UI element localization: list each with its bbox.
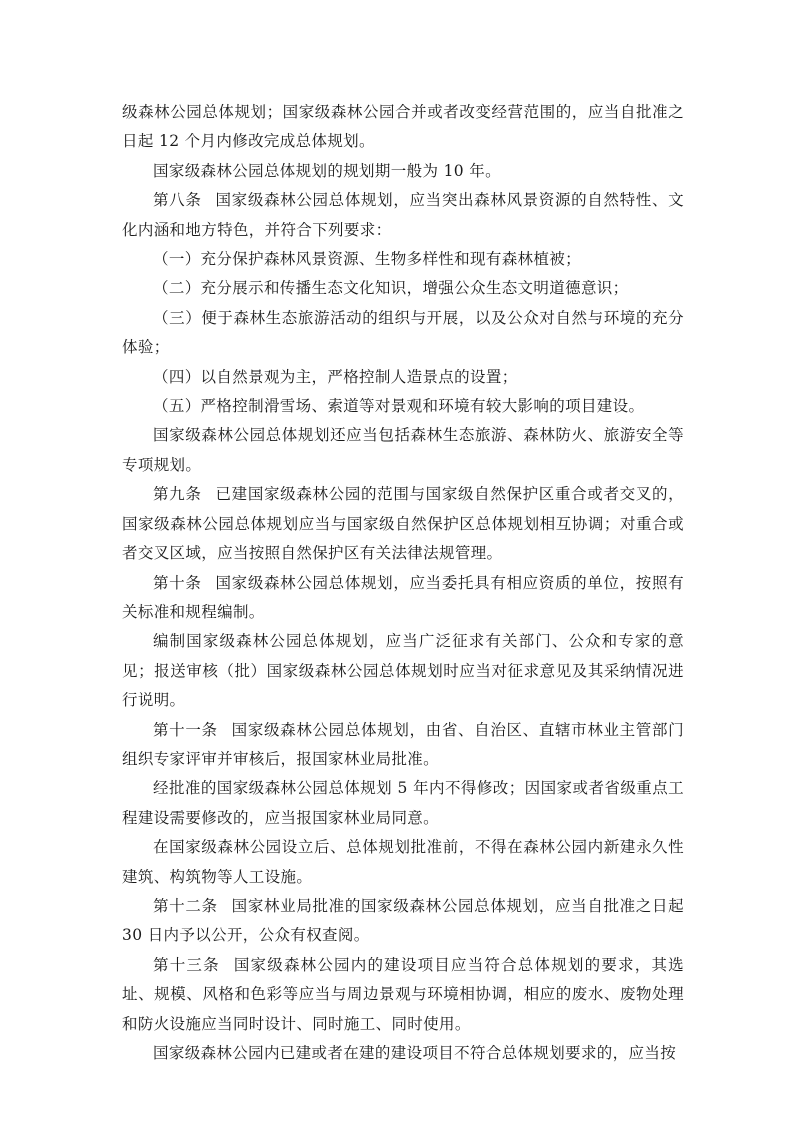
article-paragraph bbox=[122, 186, 684, 245]
article-text: 国家级森林公园总体规划，应当突出森林风景资源的自然特性、文化内涵和地方特色，并符合下列要求： bbox=[122, 191, 684, 239]
body-paragraph: 国家级森林公园总体规划还应当包括森林生态旅游、森林防火、旅游安全等专项规划。 bbox=[122, 426, 684, 474]
document-page bbox=[122, 98, 684, 1068]
body-paragraph: 国家级森林公园总体规划的规划期一般为 10 年。 bbox=[153, 161, 501, 180]
article-text: 已建国家级森林公园的范围与国家级自然保护区重合或者交叉的，国家级森林公园总体规划应当与国家级自然保护区总体规划相互协调；对重合或者交叉区域，应当按照自然保护区有关法律法规管理。 bbox=[122, 485, 684, 563]
body-paragraph: 国家级森林公园内已建或者在建的建设项目不符合总体规划要求的，应当按 bbox=[153, 1044, 677, 1062]
list-item: （一）充分保护森林风景资源、生物多样性和现有森林植被； bbox=[153, 250, 581, 269]
article-number: 第八条 bbox=[153, 191, 202, 210]
body-paragraph: 在国家级森林公园设立后、总体规划批准前，不得在森林公园内新建永久性建筑、构筑物等人工设施。 bbox=[122, 838, 684, 886]
article-number: 第十二条 bbox=[153, 896, 218, 915]
article-paragraph bbox=[122, 892, 684, 951]
body-paragraph: 编制国家级森林公园总体规划，应当广泛征求有关部门、公众和专家的意见；报送审核（批）国家级森林公园总体规划时应当对征求意见及其采纳情况进行说明。 bbox=[122, 632, 684, 710]
article-text: 国家林业局批准的国家级森林公园总体规划，应当自批准之日起 30 日内予以公开，公众有权查阅。 bbox=[122, 896, 684, 945]
article-number: 第九条 bbox=[153, 485, 202, 504]
article-number: 第十一条 bbox=[153, 720, 218, 739]
article-number: 第十条 bbox=[153, 573, 202, 592]
list-item: （二）充分展示和传播生态文化知识，增强公众生态文明道德意识； bbox=[153, 279, 629, 298]
article-paragraph bbox=[122, 951, 684, 1039]
list-item: （三）便于森林生态旅游活动的组织与开展，以及公众对自然与环境的充分体验； bbox=[122, 308, 684, 357]
article-text: 国家级森林公园内的建设项目应当符合总体规划的要求，其选址、规模、风格和色彩等应当与周边景观与环境相协调，相应的废水、废物处理和防火设施应当同时设计、同时施工、同时使用。 bbox=[122, 955, 685, 1033]
article-number: 第十三条 bbox=[153, 955, 220, 974]
article-paragraph bbox=[122, 716, 684, 775]
list-item: （五）严格控制滑雪场、索道等对景观和环境有较大影响的项目建设。 bbox=[153, 397, 645, 416]
body-paragraph: 级森林公园总体规划；国家级森林公园合并或者改变经营范围的，应当自批准之日起 12 个月内修改完成总体规划。 bbox=[122, 103, 684, 151]
body-paragraph: 经批准的国家级森林公园总体规划 5 年内不得修改；因国家或者省级重点工程建设需要修改的，应当报国家林业局同意。 bbox=[122, 779, 684, 827]
article-text: 国家级森林公园总体规划，应当委托具有相应资质的单位，按照有关标准和规程编制。 bbox=[122, 573, 684, 621]
article-paragraph bbox=[122, 480, 684, 568]
list-item: （四）以自然景观为主，严格控制人造景点的设置； bbox=[153, 367, 518, 386]
article-paragraph bbox=[122, 569, 684, 628]
article-text: 国家级森林公园总体规划，由省、自治区、直辖市林业主管部门组织专家评审并审核后，报国家林业局批准。 bbox=[122, 720, 684, 768]
